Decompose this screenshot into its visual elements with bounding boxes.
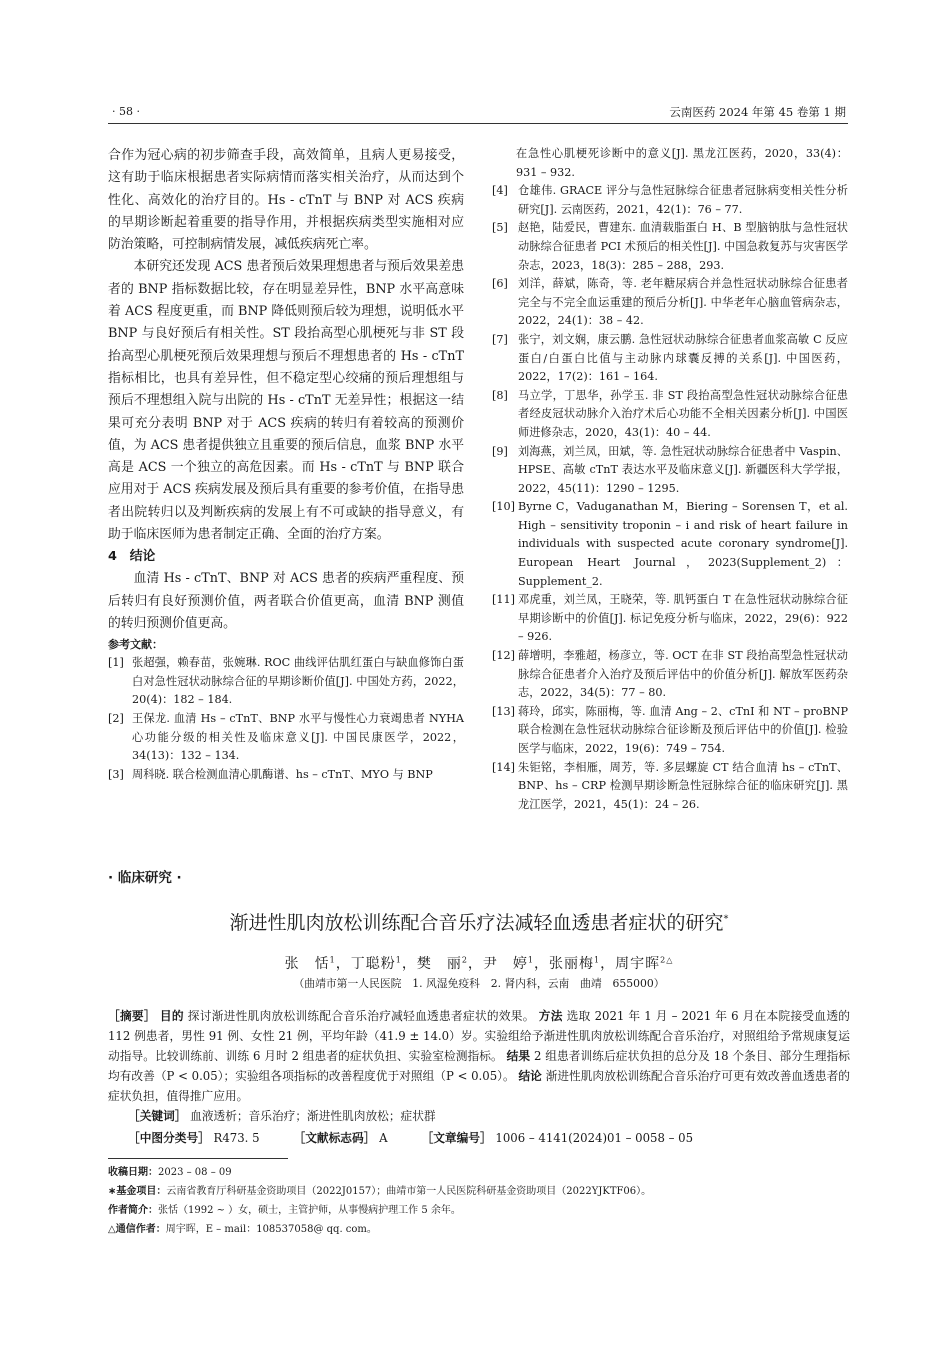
- author-affiliation-mark: 1: [594, 955, 601, 965]
- reference-text: 刘海燕，刘兰凤，田斌，等. 急性冠状动脉综合征患者中 Vaspin、HPSE、高敏 cTnT 表达水平及临床意义[J]. 新疆医科大学学报，2022，45(11)：1290 – 1295.: [518, 444, 848, 495]
- keywords: [128, 1108, 436, 1124]
- footnote-label: ∗基金项目：: [108, 1186, 167, 1197]
- article-title-text: 渐进性肌肉放松训练配合音乐疗法减轻血透患者症状的研究: [229, 912, 724, 934]
- abstract-result-label: 结果: [506, 1049, 531, 1063]
- journal-header: 云南医药 2024 年第 45 卷第 1 期: [669, 105, 846, 119]
- footnote-label: △通信作者：: [108, 1224, 166, 1235]
- article-number-item: [422, 1130, 694, 1146]
- doc-code-label: ［文献标志码］: [293, 1131, 376, 1145]
- author-name: 樊 丽: [416, 956, 462, 972]
- abstract-method-label: 方法: [538, 1009, 563, 1023]
- footnote-text: 周宇晖，E – mail：108537058@ qq. com。: [165, 1224, 377, 1235]
- abstract-conclusion-label: 结论: [518, 1069, 542, 1083]
- reference-number: [12]: [492, 649, 515, 663]
- footnote-text: 云南省教育厅科研基金资助项目（2022J0157）；曲靖市第一人民医院科研基金资助项目（2022YJKTF06）。: [166, 1186, 652, 1197]
- abstract: [108, 1006, 850, 1106]
- author-separator: ，: [534, 956, 550, 972]
- footnote-text: 张恬（1992 ~ ）女，硕士，主管护师，从事慢病护理工作 5 余年。: [158, 1205, 461, 1216]
- reference-text: 朱钜铭，李相雁，周芳，等. 多层螺旋 CT 结合血清 hs – cTnT、BNP、hs – CRP 检测早期诊断急性冠脉综合征的临床研究[J]. 黑龙江医学，2021，45(1)：24 – 26.: [518, 760, 848, 811]
- reference-text: 蒋玲，邱实，陈丽梅，等. 血清 Ang – 2、cTnI 和 NT – proBNP 联合检测在急性冠状动脉综合征诊断及预后评估中的价值[J]. 检验医学与临床，2022，19(6)：749 – 754.: [518, 704, 848, 755]
- author-list: [108, 953, 850, 973]
- reference-item: [492, 275, 848, 331]
- reference-number: [14]: [492, 760, 515, 774]
- reference-number: [8]: [492, 388, 508, 402]
- reference-text: 刘洋，薛斌，陈奇，等. 老年糖尿病合并急性冠状动脉综合征患者完全与不完全血运重建的预后分析[J]. 中华老年心脑血管病杂志，2022，24(1)：38 – 42.: [518, 277, 848, 328]
- author-separator: ，: [467, 956, 483, 972]
- doc-code-item: [294, 1130, 388, 1146]
- reference-number: [2]: [108, 712, 124, 726]
- page-number: · 58 ·: [112, 105, 140, 118]
- abstract-method: 选取 2021 年 1 月 – 2021 年 6 月在本院接受血透的 112 例患者，男性 91 例、女性 21 例，平均年龄（41.9 ± 14.0）岁。实验组给予渐进性肌肉放松训练配合音乐治疗，对照组给予常规康复运动指导。比较训练前、训练 6 月时 2 组患者的症状负担、实验室检测指标。: [108, 1009, 850, 1063]
- references-heading: 参考文献：: [108, 638, 163, 652]
- reference-number: [10]: [492, 500, 515, 514]
- reference-number: [11]: [492, 593, 515, 607]
- classification-line: [128, 1130, 850, 1146]
- reference-number: [9]: [492, 444, 508, 458]
- footnote-rule: [108, 1158, 288, 1159]
- left-column: [108, 145, 464, 784]
- author-affiliation-mark: 1: [527, 955, 535, 965]
- reference-text: 仓雄伟. GRACE 评分与急性冠脉综合征患者冠脉病变相关性分析研究[J]. 云南医药，2021，42(1)：76 – 77.: [518, 184, 848, 216]
- reference-text: 周科晓. 联合检测血清心肌酶谱、hs – cTnT、MYO 与 BNP: [132, 767, 433, 781]
- reference-item: [492, 182, 848, 219]
- footnote-corresponding: [108, 1221, 377, 1238]
- reference-text: 张宁，刘文娴，康云鹏. 急性冠状动脉综合征患者血浆高敏 C 反应蛋白/白蛋白比值与主动脉内球囊反搏的关系[J]. 中国医药，2022，17(2)：161 – 164.: [518, 332, 848, 384]
- conclusion-paragraph: 血清 Hs - cTnT、BNP 对 ACS 患者的疾病严重程度、预后转归有良好预测价值，两者联合价值更高，血清 BNP 测值的转归预测价值更高。: [108, 571, 464, 631]
- author-separator: ，: [401, 956, 417, 972]
- author-name: 周宇晖: [615, 956, 661, 972]
- abstract-purpose-label: 目的: [159, 1009, 184, 1023]
- keywords-label: ［关键词］: [128, 1109, 187, 1123]
- abstract-conclusion: 渐进性肌肉放松训练配合音乐治疗可更有效改善血透患者的症状负担，值得推广应用。: [108, 1069, 850, 1103]
- reference-text: 赵艳，陆爱民，曹建东. 血清载脂蛋白 H、B 型脑钠肽与急性冠状动脉综合征患者 PCI 术预后的相关性[J]. 中国急救复苏与灾害医学杂志，2023，18(3)：285 – 288，293.: [518, 221, 848, 272]
- reference-item: [492, 591, 848, 647]
- reference-item: [492, 703, 848, 759]
- reference-number: [13]: [492, 704, 515, 718]
- footnote-label: 收稿日期：: [108, 1167, 158, 1178]
- reference-number: [6]: [492, 277, 508, 291]
- reference-text: 邓虎重，刘兰凤，王晓荣，等. 肌钙蛋白 T 在急性冠状动脉综合征早期诊断中的价值[J]. 标记免疫分析与临床，2022，29(6)：922 – 926.: [518, 593, 848, 644]
- abstract-result: 2 组患者训练后症状负担的总分及 18 个条目、部分生理指标均有改善（P < 0.05）；实验组各项指标的改善程度优于对照组（P < 0.05）。: [108, 1049, 850, 1083]
- author-name: 张 恬: [284, 956, 330, 972]
- body-paragraph: 合作为冠心病的初步筛查手段，高效简单，且病人更易接受，这有助于临床根据患者实际病情而落实相关治疗，从而达到个性化、高效化的治疗目的。Hs - cTnT 与 BNP 对 ACS 疾病的早期诊断起着重要的指导作用，并根据疾病类型实施相对应防治策略，可控制病情发展，减低疾病死亡率。: [108, 148, 464, 253]
- article-title: [108, 908, 850, 935]
- author-name: 丁聪粉: [350, 956, 396, 972]
- abstract-purpose: 探讨渐进性肌肉放松训练配合音乐治疗减轻血透患者症状的效果。: [187, 1009, 535, 1023]
- reference-text: 张超强，赖春苗，张婉琳. ROC 曲线评估肌红蛋白与缺血修饰白蛋白对急性冠状动脉综合征的早期诊断价值[J]. 中国处方药，2022，20(4)：182 – 184.: [132, 656, 464, 707]
- clc-value: R473. 5: [213, 1131, 260, 1145]
- section-tag: · 临床研究 ·: [108, 870, 182, 886]
- reference-text: 王保龙. 血清 Hs – cTnT、BNP 水平与慢性心力衰竭患者 NYHA 心功能分级的相关性及临床意义[J]. 中国民康医学，2022，34(13)：132 – 134.: [132, 712, 464, 763]
- author-name: 尹 婷: [482, 956, 528, 972]
- header-rule: [108, 123, 848, 124]
- clc-item: [128, 1130, 260, 1146]
- reference-item: [492, 498, 848, 591]
- section-heading: 4 结论: [108, 549, 156, 565]
- author-name: 张丽梅: [549, 956, 595, 972]
- reference-item: [492, 219, 848, 275]
- reference-item: [492, 331, 848, 387]
- footnote-funding: [108, 1183, 651, 1200]
- reference-item: [492, 387, 848, 443]
- reference-item: [108, 710, 464, 766]
- reference-item: [492, 647, 848, 703]
- reference-text: 马立学，丁思华，孙学玉. 非 ST 段抬高型急性冠状动脉综合征患者经皮冠状动脉介入治疗术后心功能不全相关因素分析[J]. 中国医师进修杂志，2020，43(1)：40 – 44.: [518, 388, 848, 439]
- reference-number: [3]: [108, 767, 124, 781]
- reference-item: [108, 766, 464, 785]
- footnote-author-bio: [108, 1202, 461, 1219]
- footnote-received: [108, 1164, 232, 1181]
- clc-label: ［中图分类号］: [128, 1131, 210, 1145]
- reference-item: [108, 654, 464, 710]
- author-affiliation-mark: 1: [329, 955, 336, 965]
- right-column: [492, 145, 848, 814]
- doc-code-value: A: [379, 1131, 388, 1145]
- body-paragraph: 本研究还发现 ACS 患者预后效果理想患者与预后效果差患者的 BNP 指标数据比较，存在明显差异性，BNP 水平高意味着 ACS 程度更重，而 BNP 降低则预后较为理想，说明低水平 BNP 与良好预后有相关性。ST 段抬高型心肌梗死与非 ST 段抬高型心肌梗死预后效果理想与预后不理想患者的 Hs - cTnT 指标相比，也具有差异性，但不稳定型心绞痛的预后理想组与预后不理想组入院与出院的 Hs - cTnT 无差异性；根据这一结果可充分表明 BNP 对于 ACS 疾病的转归有着较高的预测价值，为 ACS 患者提供独立且重要的预后信息，血浆 BNP 水平高是 ACS 一个独立的高危因素。而 Hs - cTnT 与 BNP 联合应用对于 ACS 疾病发展及预后具有重要的参考价值，在指导患者出院转归以及判断疾病的发展上有不可或缺的指导意义，有助于临床医师为患者制定正确、全面的治疗方案。: [108, 259, 464, 543]
- reference-text: 薛增明，李雅超，杨彦立，等. OCT 在非 ST 段抬高型急性冠状动脉综合征患者介入治疗及预后评估中的价值分析[J]. 解放军医药杂志，2022，34(5)：77 – 80.: [518, 649, 848, 700]
- author-affiliation-mark: 1: [395, 955, 402, 965]
- footnote-text: 2023 – 08 – 09: [158, 1167, 232, 1178]
- reference-item: [492, 443, 848, 499]
- reference-number: [5]: [492, 221, 508, 235]
- reference-text: Byrne C，Vaduganathan M，Biering – Sorensen T，et al. High – sensitivity troponin – i and risk of heart failure in individuals with suspected acute coronary syndrome[J]. European Heart Journal，2023(Supplement_2)：Supplement_2.: [518, 500, 848, 588]
- reference-list: [492, 182, 848, 814]
- author-affiliation-mark: 2: [461, 955, 468, 965]
- reference-number: [1]: [108, 656, 124, 670]
- title-footnote-mark: *: [723, 913, 729, 925]
- author-affiliation-mark: 2△: [660, 955, 674, 965]
- footnote-label: 作者简介：: [108, 1205, 158, 1216]
- keywords-text: 血液透析；音乐治疗；渐进性肌肉放松；症状群: [190, 1109, 436, 1123]
- article-number-label: ［文章编号］: [421, 1131, 492, 1145]
- affiliation: （曲靖市第一人民医院 1. 风湿免疫科 2. 肾内科，云南 曲靖 655000）: [293, 977, 665, 990]
- reference-number: [4]: [492, 184, 508, 198]
- reference-continuation: 在急性心肌梗死诊断中的意义[J]. 黑龙江医药，2020，33(4)：931 – 932.: [516, 147, 848, 179]
- article-number-value: 1006 – 4141(2024)01 – 0058 – 05: [495, 1131, 694, 1145]
- author-separator: ，: [600, 956, 616, 972]
- abstract-label: ［摘要］: [108, 1009, 156, 1023]
- reference-number: [7]: [492, 332, 508, 346]
- reference-item: [492, 759, 848, 815]
- author-separator: ，: [335, 956, 351, 972]
